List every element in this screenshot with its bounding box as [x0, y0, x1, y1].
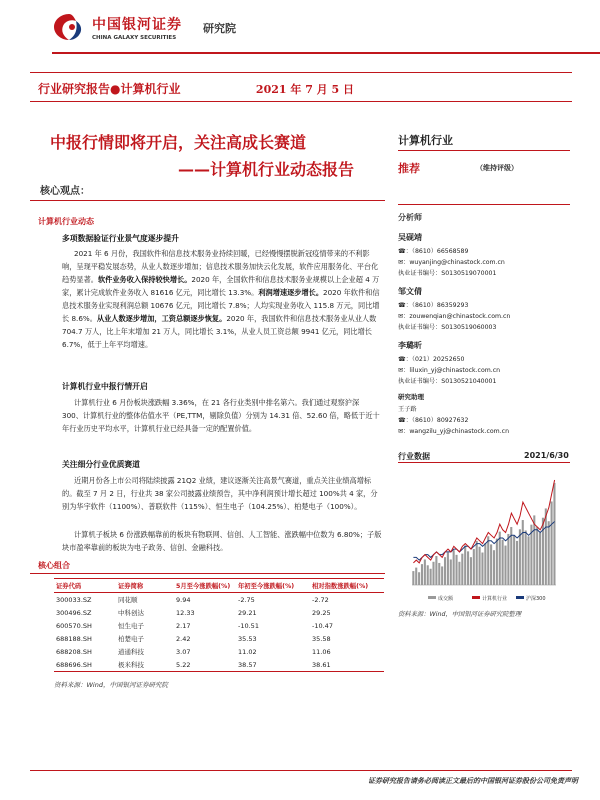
col-name: 证券简称	[116, 579, 174, 593]
table-cell: 29.21	[238, 608, 257, 617]
volume-bar	[415, 568, 417, 585]
section-title-dynamic: 计算机行业动态	[38, 217, 94, 226]
galaxy-logo-icon	[52, 12, 86, 42]
paragraph-2: 计算机行业 6 月份板块涨跌幅 3.36%，在 21 各行业类别中排名第六。我们通过观察沪深 300、计算机行业的整体估值水平（PE,TTM，剔除负值）分别为 14.31 倍、52.60 倍，略低于近十年行业历史平均水平，计算机行业已经具备一定的配置价值。	[62, 398, 380, 433]
chart-source: 资料来源：Wind，中国银河证券研究院整理	[398, 611, 522, 618]
volume-bar	[519, 529, 521, 585]
legend-label: 成交额	[438, 596, 454, 602]
table-cell: 35.53	[238, 634, 257, 643]
volume-bar	[412, 571, 414, 585]
core-divider	[30, 200, 385, 201]
portfolio-title: 核心组合	[38, 561, 70, 570]
sidebar-divider-2	[398, 204, 570, 205]
volume-bar	[553, 483, 555, 585]
table-source: 资料来源：Wind，中国银河证券研究院	[54, 681, 168, 689]
analyst-name: 李璐昕	[398, 341, 422, 350]
industry-data-date: 2021/6/30	[524, 451, 569, 460]
table-cell: 2.42	[176, 634, 191, 643]
assistant-email[interactable]: ✉：wangzilu_yj@chinastock.com.cn	[398, 428, 509, 435]
volume-bar	[542, 518, 544, 585]
volume-bar	[525, 530, 527, 585]
table-row	[54, 593, 384, 607]
sidebar-industry: 计算机行业	[398, 134, 453, 147]
assistant-phone: ☎：（8610）80927632	[398, 417, 469, 424]
paragraph-1	[62, 247, 382, 351]
volume-bar	[507, 534, 509, 585]
text-run: 2021 年 6 月份，我国软件和信息技术服务业持续回暖，已经慢慢摆脱新冠疫情带来的不利影响，呈现平稳发展态势，从业人数逐步增加；信息技术服务加快云化发展，软件应用服务化、平台化趋势显著。	[62, 249, 379, 284]
col-code: 证券代码	[54, 579, 116, 593]
volume-bar	[533, 515, 535, 585]
bold-phrase: 软件业务收入保持较快增长。	[97, 275, 192, 284]
volume-bar	[548, 521, 550, 585]
volume-bar	[458, 562, 460, 585]
sidebar-divider-1	[398, 150, 570, 151]
table-cell: 2.17	[176, 621, 191, 630]
table-cell: 12.33	[176, 608, 195, 617]
table-cell: 3.07	[176, 647, 191, 656]
table-cell: -2.72	[312, 595, 329, 604]
table-cell: 600570.SH	[56, 621, 92, 630]
analyst-phone: ☎：（8610）86359293	[398, 302, 469, 309]
legend-label: 沪深300	[526, 596, 546, 602]
volume-bar	[473, 549, 475, 585]
table-cell: 中科创达	[118, 609, 144, 617]
volume-bar	[432, 562, 434, 585]
paragraph-3: 近期月份各上市公司将陆续披露 21Q2 业绩，建议逐渐关注高景气赛道，重点关注业绩高增标的。截至 7 月 2 日，行业共 38 家公司披露业绩预告，其中净利润预计增长超过 100%共 4 家，分别为华宇软件（1100%）、普联软件（115%）、恒生电子（104.25%）、柏楚电子（100%）。	[62, 476, 378, 511]
volume-bar	[438, 563, 440, 585]
volume-bar	[430, 569, 432, 585]
table-row	[54, 619, 384, 632]
volume-bar	[513, 535, 515, 585]
text-run: 2020 年，我国软件和信息技术服务业从业人数 704.7 万人，比上年末增加 21 万人，同比增长 3.1%，从业人员工资总额 9941 亿元，同比增长 6.7%，低于上年平均增速。	[62, 314, 377, 349]
text-run: 2020 年，全国软件和信息技术服务业规模以上企业超 4 万家，累计完成软件业务收入 81616 亿元，同比增长 13.3%。	[62, 275, 380, 297]
volume-bar	[479, 547, 481, 585]
analyst-heading: 分析师	[398, 213, 422, 222]
company-logo	[52, 12, 182, 42]
volume-bar	[499, 532, 501, 585]
portfolio-divider	[30, 573, 385, 574]
volume-bar	[490, 544, 492, 585]
main-column	[30, 182, 385, 197]
volume-bar	[545, 508, 547, 585]
paragraph-4: 计算机子板块 6 份涨跌幅靠前的板块有物联网、信创、人工智能、涨跌幅中位数为 6.80%；子版块市盈率靠前的板块为电子政务、信创、金融科技。	[62, 530, 382, 552]
table-cell: 38.61	[310, 658, 384, 672]
volume-bar	[456, 555, 458, 585]
volume-bar	[516, 541, 518, 585]
volume-bar	[504, 546, 506, 585]
table-cell: 300496.SZ	[56, 608, 92, 617]
volume-bar	[427, 565, 429, 585]
analyst-cert: 执业证书编号：S0130521040001	[398, 378, 497, 385]
table-cell: 688208.SH	[56, 647, 92, 656]
table-row	[54, 645, 384, 658]
table-cell: 9.94	[176, 595, 191, 604]
volume-bar	[476, 541, 478, 585]
volume-bar	[493, 550, 495, 585]
volume-bar	[484, 543, 486, 585]
bold-phrase: 从业人数逐步增加，工资总额逐步恢复。	[96, 314, 227, 323]
table-cell: 688188.SH	[56, 634, 92, 643]
volume-bar	[502, 540, 504, 585]
table-cell: 柏楚电子	[118, 635, 144, 643]
industry-chart	[398, 463, 570, 605]
volume-bar	[441, 566, 443, 585]
table-cell: 恒生电子	[118, 622, 144, 630]
text-run: 2020 年软件和信息技术服务业实现利润总额 10676 亿元，同比增长 7.8%；人均实现业务收入 115.8 万元，同比增长 8.6%。	[62, 288, 380, 323]
portfolio-table	[54, 578, 384, 672]
table-cell: 688696.SH	[54, 658, 116, 672]
volume-bar	[528, 536, 530, 585]
volume-bar	[464, 546, 466, 585]
footer-disclaimer: 证券研究报告请务必阅读正文最后的中国银河证券股份公司免责声明	[368, 777, 578, 785]
heading-1: 多项数据验证行业景气度逐步提升	[62, 234, 179, 243]
analyst-name: 邹文倩	[398, 287, 422, 296]
volume-bar	[418, 572, 420, 585]
company-name-en: CHINA GALAXY SECURITIES	[92, 34, 177, 41]
legend-swatch	[516, 596, 524, 599]
volume-bar	[481, 553, 483, 585]
rating-note: （维持评级）	[476, 164, 518, 172]
legend-swatch	[472, 596, 480, 599]
volume-bar	[444, 557, 446, 585]
col-rel: 相对指数涨跌幅(%)	[310, 579, 384, 593]
analyst-cert: 执业证书编号：S0130519070001	[398, 270, 497, 277]
volume-bar	[461, 554, 463, 585]
footer-divider	[30, 770, 572, 771]
volume-bar	[522, 520, 524, 585]
heading-2: 计算机行业中报行情开启	[62, 382, 148, 391]
industry-data-heading: 行业数据	[398, 452, 430, 461]
analyst-email[interactable]: ✉：zouwenqian@chinastock.com.cn	[398, 313, 511, 320]
volume-bar	[453, 550, 455, 585]
volume-bar	[421, 564, 423, 585]
table-cell: 11.02	[238, 647, 257, 656]
volume-bar	[447, 553, 449, 585]
company-name-cn: 中国银河证券	[92, 16, 182, 33]
volume-bar	[551, 501, 553, 585]
report-category: 行业研究报告●计算机行业	[38, 82, 181, 96]
volume-bar	[496, 539, 498, 585]
report-info-bar	[30, 72, 572, 102]
core-viewpoint-label: 核心观点：	[40, 186, 90, 197]
table-cell: 极米科技	[116, 658, 174, 672]
header-divider	[52, 52, 600, 54]
legend-swatch	[428, 596, 436, 599]
table-cell: 同花顺	[118, 596, 138, 604]
col-ytd: 年初至今涨跌幅(%)	[236, 579, 310, 593]
table-cell: 35.58	[312, 634, 331, 643]
analyst-phone: ☎：（8610）66568589	[398, 248, 469, 255]
assistant-name: 王子路	[398, 406, 417, 413]
table-row	[54, 632, 384, 645]
table-cell: -10.51	[238, 621, 259, 630]
volume-bar	[487, 536, 489, 585]
table-cell: 38.57	[236, 658, 310, 672]
report-date: 2021 年 7 月 5 日	[255, 83, 354, 96]
table-row	[54, 658, 384, 672]
table-cell: 11.06	[312, 647, 331, 656]
rating: 推荐	[398, 162, 420, 175]
volume-bar	[435, 556, 437, 585]
volume-bar	[470, 557, 472, 585]
assistant-heading: 研究助理	[398, 393, 424, 401]
table-cell: -10.47	[312, 621, 333, 630]
table-cell: -2.75	[238, 595, 255, 604]
heading-3: 关注细分行业优质赛道	[62, 460, 140, 469]
analyst-email[interactable]: ✉：liluxin_yj@chinastock.com.cn	[398, 367, 501, 374]
volume-bar	[450, 559, 452, 585]
analyst-phone: ☎：（021）20252650	[398, 356, 465, 363]
analyst-cert: 执业证书编号：S0130519060003	[398, 324, 497, 331]
table-row	[54, 606, 384, 619]
volume-bar	[467, 551, 469, 585]
analyst-email[interactable]: ✉：wuyanjing@chinastock.com.cn	[398, 259, 505, 266]
volume-bar	[424, 559, 426, 585]
volume-bar	[536, 527, 538, 585]
legend-label: 计算机行业	[482, 596, 508, 602]
col-may: 5月至今涨跌幅(%)	[174, 579, 236, 593]
table-header-row	[54, 579, 384, 593]
table-cell: 29.25	[312, 608, 331, 617]
report-subtitle: ——计算机行业动态报告	[178, 160, 355, 179]
volume-bar	[539, 533, 541, 585]
bold-phrase: 利润增速逐步增长。	[258, 288, 324, 297]
table-cell: 300033.SZ	[56, 595, 92, 604]
table-cell: 道通科技	[118, 648, 144, 656]
table-cell: 5.22	[174, 658, 236, 672]
report-title: 中报行情即将开启，关注高成长赛道	[50, 133, 307, 152]
analyst-name: 吴砚靖	[398, 233, 422, 242]
department-label: 研究院	[203, 22, 236, 35]
